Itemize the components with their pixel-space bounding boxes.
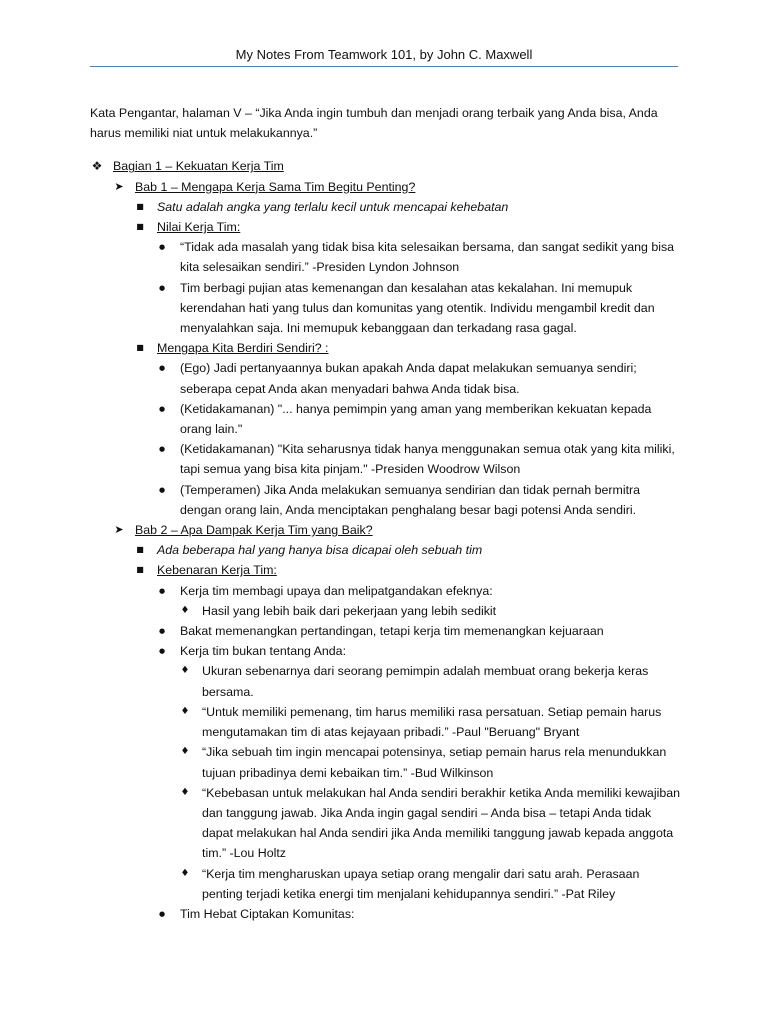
topic-item bbox=[135, 560, 682, 924]
sub-point-item bbox=[180, 742, 682, 782]
diamond-bullet-icon: ♦ bbox=[180, 665, 190, 677]
point-item bbox=[157, 237, 682, 277]
point-item bbox=[157, 439, 682, 479]
point-item bbox=[157, 904, 682, 924]
sub-point-list bbox=[180, 661, 682, 903]
arrowhead-bullet-icon: ➤ bbox=[114, 179, 124, 193]
chapter-list bbox=[113, 177, 682, 925]
round-bullet-icon: ● bbox=[158, 647, 166, 656]
sub-point-item bbox=[180, 661, 682, 701]
round-bullet-icon: ● bbox=[158, 283, 166, 292]
diamond-bullet-icon: ♦ bbox=[180, 746, 190, 758]
topic-item bbox=[135, 217, 682, 338]
section-item bbox=[90, 156, 682, 924]
round-bullet-icon: ● bbox=[158, 445, 166, 454]
point-text: (Temperamen) Jika Anda melakukan semuanya sendirian dan tidak pernah bermitra dengan orang lain, Anda menciptakan penghalang besar bagi potensi Anda sendiri. bbox=[180, 482, 641, 517]
point-item bbox=[157, 641, 682, 904]
diamond-bullet-icon: ♦ bbox=[180, 867, 190, 879]
chapter-title-bab1: Bab 1 – Mengapa Kerja Sama Tim Begitu Penting? bbox=[135, 179, 416, 194]
mengapa-point-list bbox=[157, 358, 682, 520]
kebenaran-point-list bbox=[157, 581, 682, 924]
point-text: Kerja tim bukan tentang Anda: bbox=[180, 644, 347, 659]
point-text: Tim Hebat Ciptakan Komunitas: bbox=[180, 906, 355, 921]
bab2-topic-list bbox=[135, 540, 682, 924]
round-bullet-icon: ● bbox=[158, 364, 166, 373]
sub-point-text: “Kerja tim mengharuskan upaya setiap orang mengalir dari satu arah. Perasaan penting terjadi ketika energi tim menjalani kehidupannya sendiri.” -Pat Riley bbox=[202, 866, 640, 901]
point-item bbox=[157, 480, 682, 520]
topic-text: Satu adalah angka yang terlalu kecil untuk mencapai kehebatan bbox=[157, 199, 509, 214]
sub-point-item bbox=[180, 783, 682, 864]
point-item bbox=[157, 581, 682, 621]
square-bullet-icon: ■ bbox=[136, 222, 144, 232]
bab1-topic-list bbox=[135, 197, 682, 520]
diamond-bullet-icon: ♦ bbox=[180, 705, 190, 717]
sub-point-text: “Jika sebuah tim ingin mencapai potensinya, setiap pemain harus rela menundukkan tujuan pribadinya demi kebaikan tim.” -Bud Wilkinson bbox=[202, 745, 667, 780]
nilai-point-list bbox=[157, 237, 682, 338]
point-item bbox=[157, 399, 682, 439]
header-divider bbox=[90, 66, 678, 67]
round-bullet-icon: ● bbox=[158, 586, 166, 595]
round-bullet-icon: ● bbox=[158, 243, 166, 252]
sub-point-list bbox=[180, 601, 682, 621]
sub-point-item bbox=[180, 601, 682, 621]
point-item bbox=[157, 358, 682, 398]
point-text: (Ketidakamanan) "Kita seharusnya tidak hanya menggunakan semua otak yang kita miliki, tapi semua yang bisa kita pinjam." -Presiden Woodrow Wilson bbox=[180, 442, 675, 477]
point-text: (Ketidakamanan) "... hanya pemimpin yang aman yang memberikan kekuatan kepada orang lain." bbox=[180, 401, 652, 437]
round-bullet-icon: ● bbox=[158, 627, 166, 636]
topic-heading: Mengapa Kita Berdiri Sendiri? : bbox=[157, 341, 329, 356]
topic-heading: Kebenaran Kerja Tim: bbox=[157, 563, 277, 578]
round-bullet-icon: ● bbox=[158, 485, 166, 494]
document-body bbox=[90, 103, 682, 924]
sub-point-text: Hasil yang lebih baik dari pekerjaan yang lebih sedikit bbox=[202, 603, 497, 618]
diamond-bullet-icon: ♦ bbox=[180, 786, 190, 798]
outline-list bbox=[90, 156, 682, 924]
chapter-title-bab2: Bab 2 – Apa Dampak Kerja Tim yang Baik? bbox=[135, 523, 373, 538]
section-title: Bagian 1 – Kekuatan Kerja Tim bbox=[113, 159, 284, 174]
square-bullet-icon: ■ bbox=[136, 343, 144, 353]
square-bullet-icon: ■ bbox=[136, 565, 144, 575]
point-item bbox=[157, 278, 682, 339]
topic-item bbox=[135, 197, 682, 217]
point-text: (Ego) Jadi pertanyaannya bukan apakah Anda dapat melakukan semuanya sendiri; seberapa cepat Anda akan menyadari bahwa Anda tidak bisa. bbox=[180, 361, 637, 396]
point-text: “Tidak ada masalah yang tidak bisa kita selesaikan bersama, dan sangat sedikit yang bisa kita selesaikan sendiri.” -Presiden Lyndon Johnson bbox=[180, 240, 675, 275]
topic-text: Ada beberapa hal yang hanya bisa dicapai oleh sebuah tim bbox=[157, 543, 483, 558]
round-bullet-icon: ● bbox=[158, 404, 166, 413]
four-diamond-bullet-icon: ❖ bbox=[91, 159, 103, 174]
square-bullet-icon: ■ bbox=[136, 545, 144, 555]
sub-point-item bbox=[180, 702, 682, 742]
point-text: Kerja tim membagi upaya dan melipatgandakan efeknya: bbox=[180, 583, 493, 598]
topic-item bbox=[135, 338, 682, 520]
chapter-item-bab1 bbox=[113, 177, 682, 520]
sub-point-item bbox=[180, 864, 682, 904]
chapter-item-bab2 bbox=[113, 520, 682, 924]
point-item bbox=[157, 621, 682, 641]
sub-point-text: Ukuran sebenarnya dari seorang pemimpin adalah membuat orang bekerja keras bersama. bbox=[202, 664, 649, 699]
sub-point-text: “Untuk memiliki pemenang, tim harus memiliki rasa persatuan. Setiap pemain harus mengutamakan tim di atas kejayaan pribadi.” -Paul "Beruang" Bryant bbox=[202, 704, 662, 740]
intro-paragraph: Kata Pengantar, halaman V – “Jika Anda ingin tumbuh dan menjadi orang terbaik yang Anda bisa, Anda harus memiliki niat untuk melakukannya.” bbox=[90, 106, 658, 141]
topic-item bbox=[135, 540, 682, 560]
diamond-bullet-icon: ♦ bbox=[180, 604, 190, 616]
point-text: Tim berbagi pujian atas kemenangan dan kesalahan atas kekalahan. Ini memupuk kerendahan hati yang tulus dan komunitas yang otentik. Individu mengambil kredit dan menyalahkan saja. Ini memupuk kebanggaan dan terkadang rasa gagal. bbox=[180, 280, 655, 336]
arrowhead-bullet-icon: ➤ bbox=[114, 523, 124, 537]
round-bullet-icon: ● bbox=[158, 909, 166, 918]
square-bullet-icon: ■ bbox=[136, 201, 144, 211]
sub-point-text: “Kebebasan untuk melakukan hal Anda sendiri berakhir ketika Anda memiliki kewajiban dan tanggung jawab. Jika Anda ingin gagal sendiri – Anda bisa – tetapi Anda tidak dapat melakukan hal Anda sendiri jika Anda memiliki tanggung jawab kepada anggota tim.” -Lou Holtz bbox=[202, 785, 681, 861]
topic-heading: Nilai Kerja Tim: bbox=[157, 220, 241, 235]
page-header-title: My Notes From Teamwork 101, by John C. Maxwell bbox=[235, 47, 533, 62]
point-text: Bakat memenangkan pertandingan, tetapi kerja tim memenangkan kejuaraan bbox=[180, 624, 604, 639]
